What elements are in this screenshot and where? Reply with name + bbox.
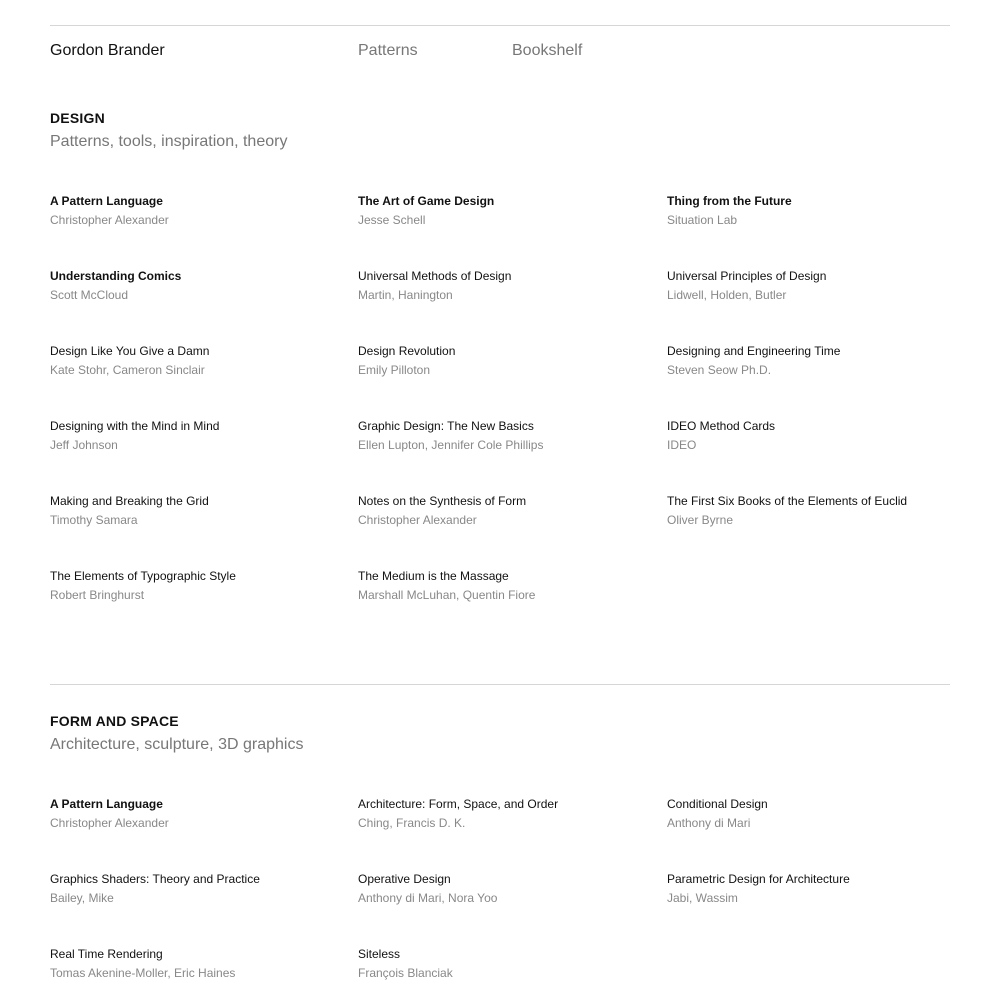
- book-title[interactable]: Graphics Shaders: Theory and Practice: [50, 872, 260, 886]
- book-title[interactable]: The Medium is the Massage: [358, 569, 509, 583]
- book-author: Tomas Akenine-Moller, Eric Haines: [50, 966, 236, 980]
- book-item[interactable]: [358, 194, 648, 227]
- book-item[interactable]: [50, 419, 340, 452]
- nav-link-bookshelf[interactable]: Bookshelf: [512, 42, 583, 59]
- book-title[interactable]: A Pattern Language: [50, 797, 163, 811]
- book-author: Ellen Lupton, Jennifer Cole Phillips: [358, 438, 544, 452]
- book-item[interactable]: [358, 947, 648, 980]
- book-item[interactable]: [358, 872, 648, 905]
- book-author: Jabi, Wassim: [667, 891, 738, 905]
- section-subtitle: Architecture, sculpture, 3D graphics: [50, 736, 304, 753]
- book-item[interactable]: [667, 194, 957, 227]
- book-item[interactable]: [50, 494, 340, 527]
- book-item[interactable]: [50, 797, 340, 830]
- book-item[interactable]: [667, 494, 957, 527]
- book-title[interactable]: Operative Design: [358, 872, 451, 886]
- book-item[interactable]: [667, 269, 957, 302]
- book-title[interactable]: Designing with the Mind in Mind: [50, 419, 220, 433]
- book-title[interactable]: Notes on the Synthesis of Form: [358, 494, 527, 508]
- book-item[interactable]: [50, 947, 340, 980]
- book-author: Jeff Johnson: [50, 438, 118, 452]
- book-author: Anthony di Mari, Nora Yoo: [358, 891, 498, 905]
- book-title[interactable]: Thing from the Future: [667, 194, 792, 208]
- book-item[interactable]: [667, 344, 957, 377]
- book-title[interactable]: Graphic Design: The New Basics: [358, 419, 534, 433]
- book-item[interactable]: [358, 569, 648, 602]
- book-title[interactable]: Siteless: [358, 947, 401, 961]
- book-item[interactable]: [50, 872, 340, 905]
- book-item[interactable]: [358, 269, 648, 302]
- book-title[interactable]: A Pattern Language: [50, 194, 163, 208]
- book-author: Christopher Alexander: [50, 816, 169, 830]
- book-author: Scott McCloud: [50, 288, 129, 302]
- book-title[interactable]: IDEO Method Cards: [667, 419, 776, 433]
- book-title[interactable]: Real Time Rendering: [50, 947, 163, 961]
- top-divider: [50, 25, 950, 26]
- section-title: DESIGN: [50, 110, 105, 126]
- section-divider: [50, 684, 950, 685]
- book-author: François Blanciak: [358, 966, 453, 980]
- book-item[interactable]: [50, 569, 340, 602]
- section-subtitle: Patterns, tools, inspiration, theory: [50, 133, 288, 150]
- book-item[interactable]: [358, 344, 648, 377]
- book-title[interactable]: The First Six Books of the Elements of Euclid: [667, 494, 908, 508]
- book-item[interactable]: [50, 269, 340, 302]
- book-item[interactable]: [667, 419, 957, 452]
- book-title[interactable]: Designing and Engineering Time: [667, 344, 841, 358]
- book-author: Ching, Francis D. K.: [358, 816, 466, 830]
- book-author: Marshall McLuhan, Quentin Fiore: [358, 588, 536, 602]
- book-title[interactable]: Conditional Design: [667, 797, 768, 811]
- book-author: Situation Lab: [667, 213, 738, 227]
- book-title[interactable]: Universal Methods of Design: [358, 269, 512, 283]
- nav-link-patterns[interactable]: Patterns: [358, 42, 418, 59]
- book-author: Robert Bringhurst: [50, 588, 145, 602]
- book-title[interactable]: Making and Breaking the Grid: [50, 494, 209, 508]
- book-item[interactable]: [358, 494, 648, 527]
- book-title[interactable]: Design Revolution: [358, 344, 456, 358]
- book-title[interactable]: Parametric Design for Architecture: [667, 872, 850, 886]
- book-item[interactable]: [50, 194, 340, 227]
- book-author: Kate Stohr, Cameron Sinclair: [50, 363, 205, 377]
- site-nav: [0, 41, 1000, 61]
- book-author: Steven Seow Ph.D.: [667, 363, 772, 377]
- book-author: Christopher Alexander: [358, 513, 477, 527]
- book-author: IDEO: [667, 438, 697, 452]
- book-item[interactable]: [667, 797, 957, 830]
- book-author: Oliver Byrne: [667, 513, 734, 527]
- book-item[interactable]: [667, 872, 957, 905]
- book-title[interactable]: Architecture: Form, Space, and Order: [358, 797, 559, 811]
- section-title: FORM AND SPACE: [50, 713, 179, 729]
- site-brand-link[interactable]: Gordon Brander: [50, 42, 165, 59]
- book-author: Christopher Alexander: [50, 213, 169, 227]
- book-author: Emily Pilloton: [358, 363, 431, 377]
- book-title[interactable]: Universal Principles of Design: [667, 269, 827, 283]
- book-author: Timothy Samara: [50, 513, 138, 527]
- book-title[interactable]: The Elements of Typographic Style: [50, 569, 236, 583]
- book-title[interactable]: The Art of Game Design: [358, 194, 495, 208]
- book-author: Jesse Schell: [358, 213, 426, 227]
- book-item[interactable]: [358, 797, 648, 830]
- book-item[interactable]: [358, 419, 648, 452]
- book-title[interactable]: Understanding Comics: [50, 269, 182, 283]
- book-author: Lidwell, Holden, Butler: [667, 288, 787, 302]
- book-title[interactable]: Design Like You Give a Damn: [50, 344, 210, 358]
- book-author: Martin, Hanington: [358, 288, 453, 302]
- book-author: Bailey, Mike: [50, 891, 114, 905]
- book-author: Anthony di Mari: [667, 816, 751, 830]
- book-item[interactable]: [50, 344, 340, 377]
